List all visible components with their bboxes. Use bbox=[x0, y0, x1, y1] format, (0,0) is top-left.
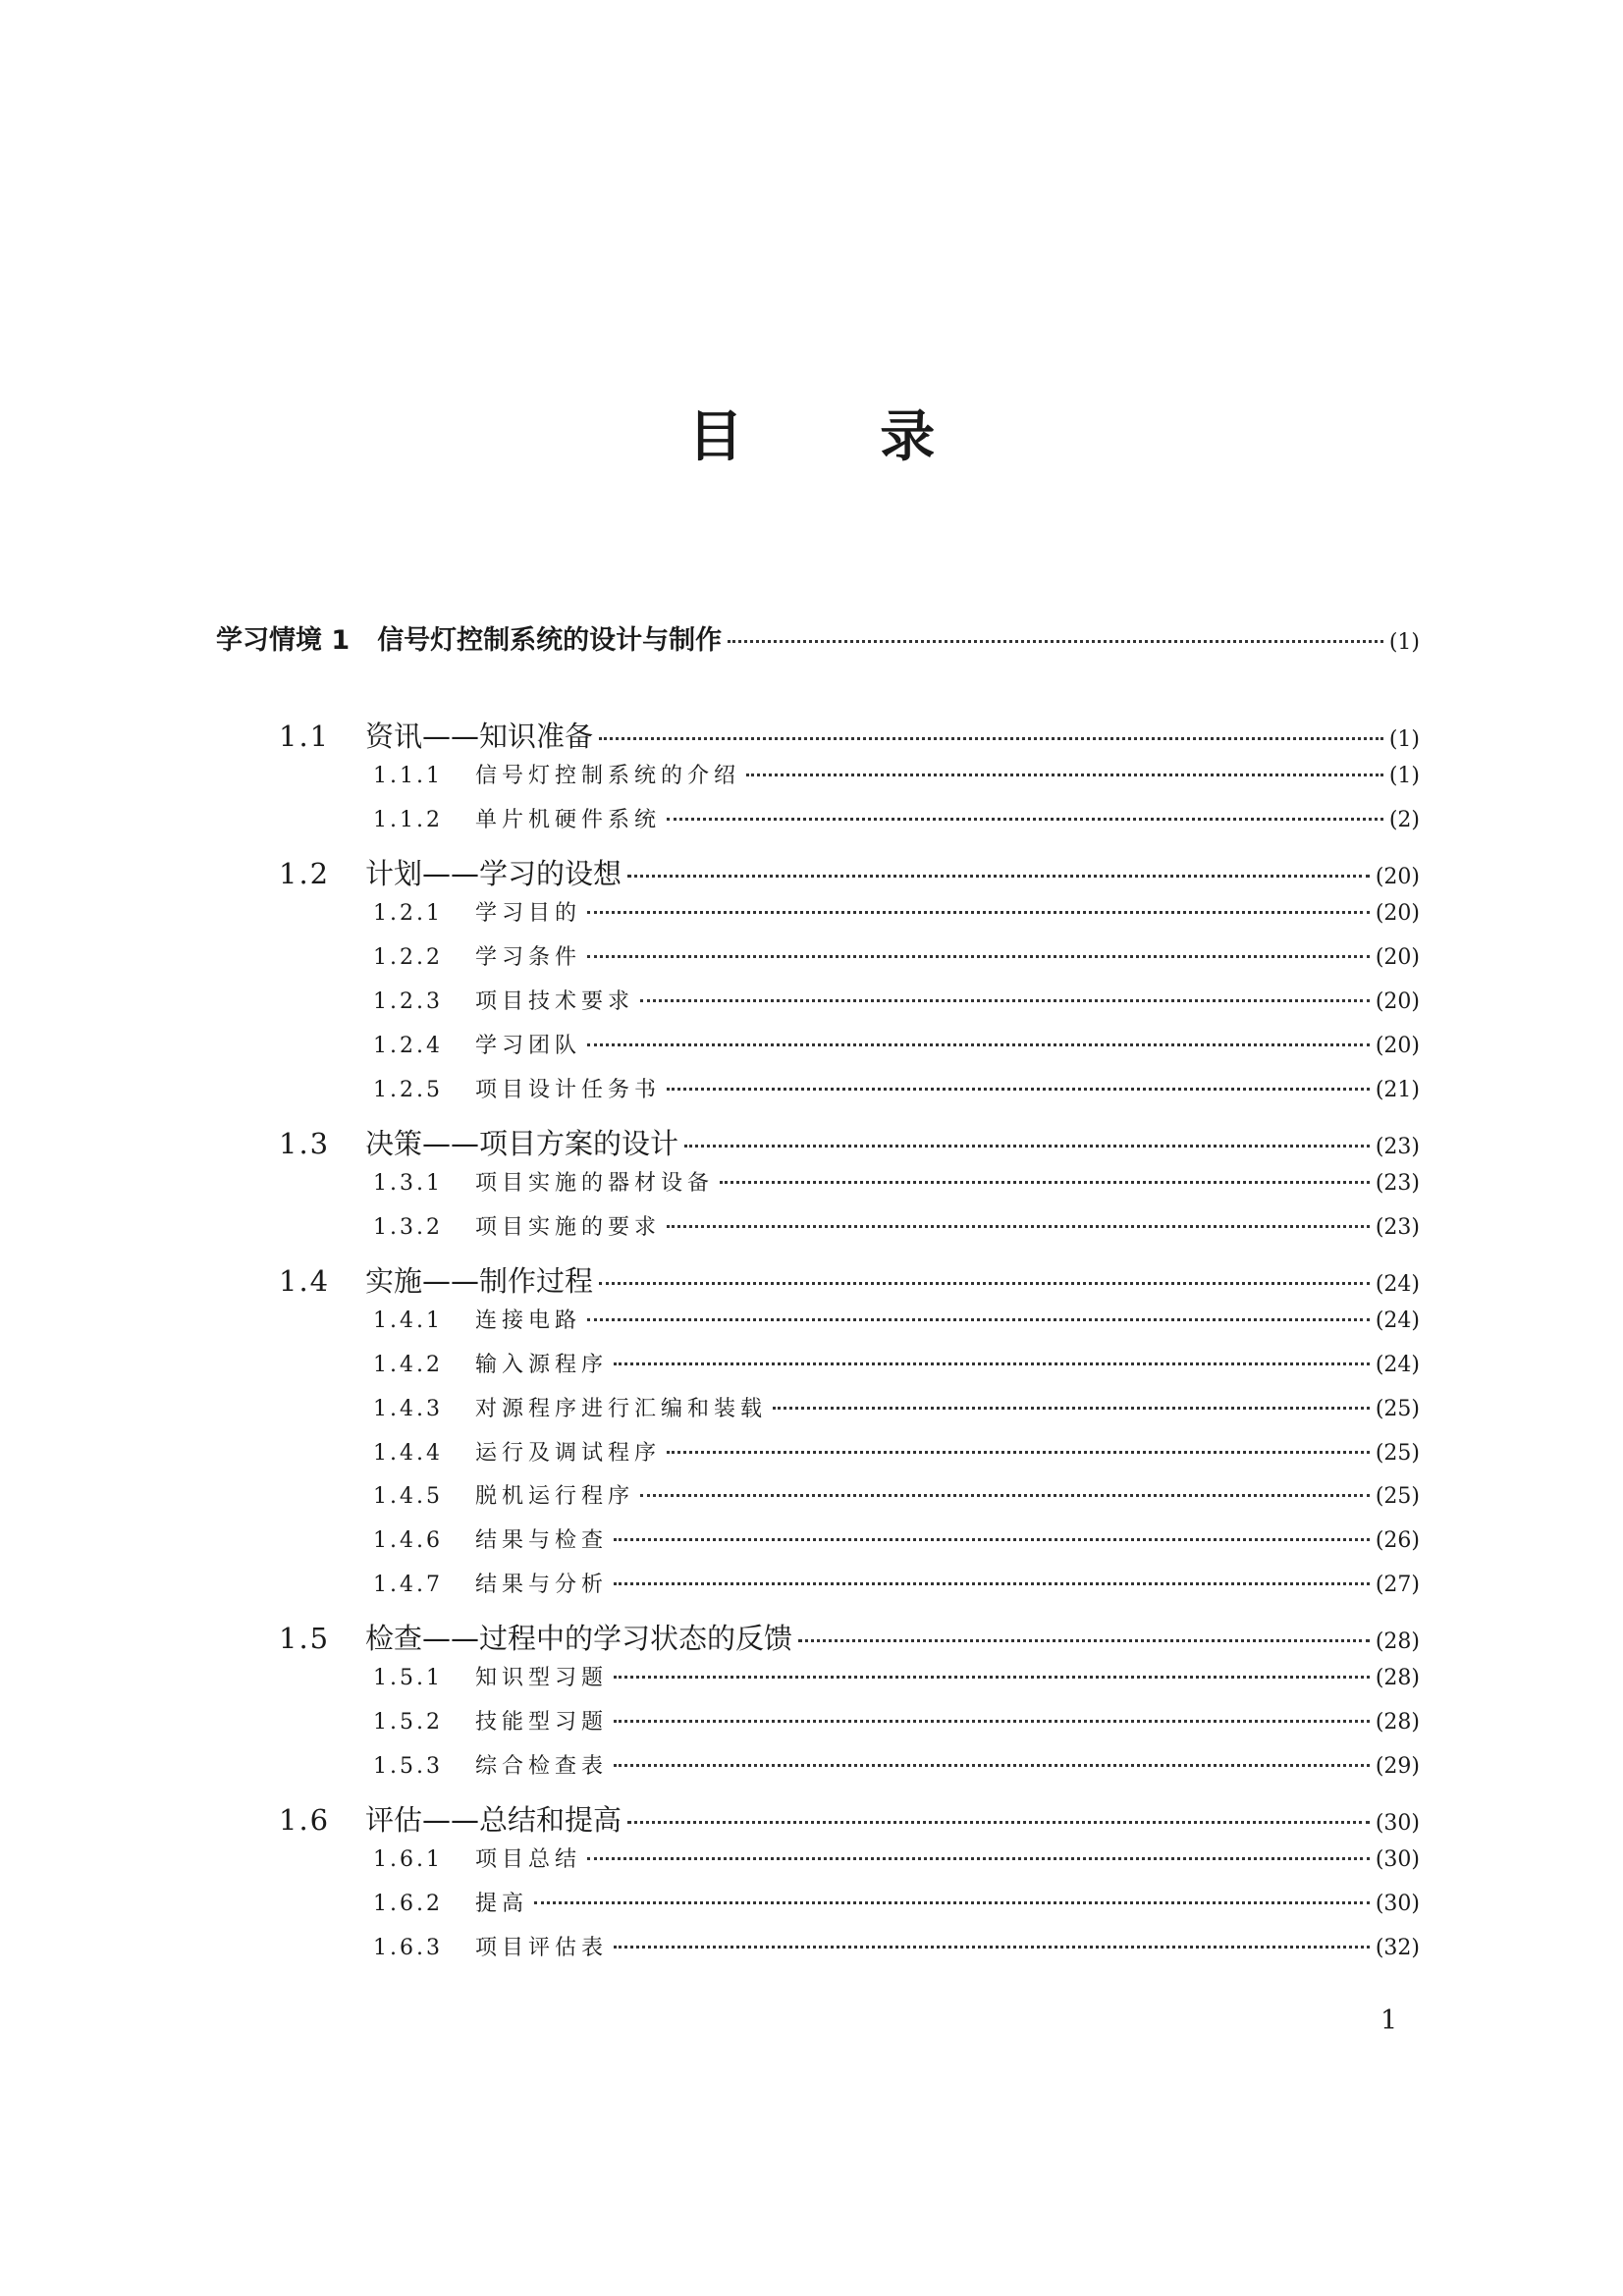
toc-entry-title: 对源程序进行汇编和装载 bbox=[475, 1397, 768, 1421]
dot-leader bbox=[614, 1362, 1370, 1365]
toc-entry-title: 结果与检查 bbox=[475, 1528, 609, 1553]
toc-page-ref: (1) bbox=[1388, 630, 1420, 655]
toc-section-entry[interactable] bbox=[279, 852, 1420, 892]
toc-page-ref: (24) bbox=[1375, 1272, 1420, 1297]
toc-page-ref: (20) bbox=[1375, 865, 1420, 889]
dot-leader bbox=[746, 774, 1383, 776]
dot-leader bbox=[667, 1225, 1370, 1228]
toc-page-ref: (23) bbox=[1375, 1171, 1420, 1196]
toc-page-ref: (29) bbox=[1375, 1754, 1420, 1779]
toc-entry-title: 技能型习题 bbox=[475, 1710, 609, 1735]
toc-page-ref: (30) bbox=[1375, 1892, 1420, 1916]
toc-subsection-entry[interactable] bbox=[373, 1661, 1420, 1691]
toc-entry-number: 1.3.2 bbox=[373, 1215, 443, 1240]
toc-entry-title: 评估——总结和提高 bbox=[365, 1803, 622, 1837]
dot-leader bbox=[614, 1538, 1370, 1541]
dot-leader bbox=[667, 818, 1383, 821]
toc-entry-title: 决策——项目方案的设计 bbox=[365, 1127, 679, 1160]
toc-page-ref: (21) bbox=[1375, 1078, 1420, 1102]
toc-entry-title: 结果与分析 bbox=[475, 1573, 609, 1597]
toc-entry-number: 1.6 bbox=[279, 1803, 331, 1837]
toc-page-ref: (20) bbox=[1375, 901, 1420, 926]
toc-entry-title: 项目实施的器材设备 bbox=[475, 1171, 715, 1196]
toc-entry-title: 知识型习题 bbox=[475, 1666, 609, 1690]
toc-entry-title: 单片机硬件系统 bbox=[475, 808, 662, 832]
toc-entry-title: 项目设计任务书 bbox=[475, 1078, 662, 1102]
toc-entry-number: 1.4.3 bbox=[373, 1397, 443, 1421]
dot-leader bbox=[667, 1088, 1370, 1091]
toc-entry-title: 项目技术要求 bbox=[475, 989, 635, 1014]
toc-subsection-entry[interactable] bbox=[373, 1348, 1420, 1378]
toc-entry-number: 1.5.2 bbox=[373, 1710, 443, 1735]
dot-leader bbox=[773, 1407, 1370, 1410]
toc-situation-entry[interactable] bbox=[216, 618, 1420, 657]
toc-entry-number: 1.4.1 bbox=[373, 1308, 443, 1333]
toc-entry-number: 1.1 bbox=[279, 720, 331, 753]
toc-entry-number: 1.4.2 bbox=[373, 1353, 443, 1377]
dot-leader bbox=[798, 1639, 1370, 1642]
toc-page-ref: (20) bbox=[1375, 989, 1420, 1014]
toc-entry-number: 1.1.1 bbox=[373, 764, 443, 788]
toc-entry-title: 脱机运行程序 bbox=[475, 1484, 635, 1509]
toc-subsection-entry[interactable] bbox=[373, 985, 1420, 1015]
dot-leader bbox=[627, 875, 1370, 878]
toc-entry-number: 1.2.5 bbox=[373, 1078, 443, 1102]
toc-subsection-entry[interactable] bbox=[373, 1073, 1420, 1103]
toc-entry-title: 学习条件 bbox=[475, 945, 582, 970]
toc-page-ref: (26) bbox=[1375, 1528, 1420, 1553]
dot-leader bbox=[587, 1318, 1370, 1321]
toc-entry-title: 运行及调试程序 bbox=[475, 1441, 662, 1466]
toc-section-entry[interactable] bbox=[279, 1798, 1420, 1839]
toc-entry-number: 1.5 bbox=[279, 1622, 331, 1655]
dot-leader bbox=[640, 1494, 1370, 1497]
toc-entry-title: 计划——学习的设想 bbox=[365, 857, 622, 890]
toc-page-ref: (28) bbox=[1375, 1629, 1420, 1654]
dot-leader bbox=[627, 1821, 1370, 1824]
toc-entry-title: 连接电路 bbox=[475, 1308, 582, 1333]
dot-leader bbox=[614, 1582, 1370, 1585]
toc-entry-number: 1.3 bbox=[279, 1127, 331, 1160]
toc-subsection-entry[interactable] bbox=[373, 803, 1420, 833]
toc-entry-number: 1.5.3 bbox=[373, 1754, 443, 1779]
toc-entry-title: 项目实施的要求 bbox=[475, 1215, 662, 1240]
toc-entry-number: 1.2 bbox=[279, 857, 331, 890]
dot-leader bbox=[587, 1857, 1370, 1860]
toc-situation-number: 学习情境 1 bbox=[216, 625, 351, 656]
dot-leader bbox=[640, 999, 1370, 1002]
dot-leader bbox=[614, 1764, 1370, 1767]
dot-leader bbox=[587, 1043, 1370, 1046]
toc-subsection-entry[interactable] bbox=[373, 1749, 1420, 1780]
toc-entry-title: 提高 bbox=[475, 1892, 529, 1916]
toc-entry-title: 学习团队 bbox=[475, 1034, 582, 1058]
toc-subsection-entry[interactable] bbox=[373, 940, 1420, 971]
toc-page-ref: (20) bbox=[1375, 945, 1420, 970]
dot-leader bbox=[720, 1181, 1370, 1184]
dot-leader bbox=[534, 1901, 1370, 1904]
toc-subsection-entry[interactable] bbox=[373, 759, 1420, 789]
toc-entry-title: 检查——过程中的学习状态的反馈 bbox=[365, 1622, 793, 1655]
toc-entry-number: 1.4.4 bbox=[373, 1441, 443, 1466]
toc-subsection-entry[interactable] bbox=[373, 1931, 1420, 1961]
dot-leader bbox=[587, 955, 1370, 958]
toc-entry-number: 1.4 bbox=[279, 1264, 331, 1298]
dot-leader bbox=[614, 1676, 1370, 1679]
toc-entry-title: 项目总结 bbox=[475, 1847, 582, 1872]
toc-entry-title: 输入源程序 bbox=[475, 1353, 609, 1377]
dot-leader bbox=[614, 1946, 1370, 1949]
dot-leader bbox=[599, 737, 1383, 740]
toc-entry-number: 1.4.5 bbox=[373, 1484, 443, 1509]
toc-page-ref: (32) bbox=[1375, 1936, 1420, 1960]
toc-entry-number: 1.6.3 bbox=[373, 1936, 443, 1960]
toc-subsection-entry[interactable] bbox=[373, 1029, 1420, 1059]
toc-page-ref: (20) bbox=[1375, 1034, 1420, 1058]
toc-page-ref: (1) bbox=[1388, 764, 1420, 788]
toc-subsection-entry[interactable] bbox=[373, 1210, 1420, 1241]
toc-section-entry[interactable] bbox=[279, 715, 1420, 755]
dot-leader bbox=[614, 1720, 1370, 1723]
toc-entry-number: 1.2.4 bbox=[373, 1034, 443, 1058]
toc-entry-number: 1.6.1 bbox=[373, 1847, 443, 1872]
toc-entry-title: 实施——制作过程 bbox=[365, 1264, 594, 1298]
toc-subsection-entry[interactable] bbox=[373, 1705, 1420, 1735]
toc-subsection-entry[interactable] bbox=[373, 896, 1420, 927]
toc-entry-number: 1.2.3 bbox=[373, 989, 443, 1014]
toc-page-ref: (25) bbox=[1375, 1484, 1420, 1509]
toc-subsection-entry[interactable] bbox=[373, 1523, 1420, 1554]
page-title: 目 录 bbox=[687, 405, 995, 469]
toc-page-ref: (28) bbox=[1375, 1710, 1420, 1735]
toc-entry-number: 1.3.1 bbox=[373, 1171, 443, 1196]
toc-subsection-entry[interactable] bbox=[373, 1304, 1420, 1334]
dot-leader bbox=[667, 1451, 1370, 1454]
toc-section-entry[interactable] bbox=[279, 1259, 1420, 1300]
toc-page-ref: (23) bbox=[1375, 1215, 1420, 1240]
page-number: 1 bbox=[1380, 2005, 1398, 2036]
toc-entry-number: 1.2.1 bbox=[373, 901, 443, 926]
dot-leader bbox=[684, 1145, 1370, 1148]
toc-entry-number: 1.1.2 bbox=[373, 808, 443, 832]
toc-section-entry[interactable] bbox=[279, 1617, 1420, 1657]
toc-entry-number: 1.5.1 bbox=[373, 1666, 443, 1690]
toc-subsection-entry[interactable] bbox=[373, 1392, 1420, 1422]
dot-leader bbox=[599, 1282, 1370, 1285]
toc-section-entry[interactable] bbox=[279, 1122, 1420, 1162]
toc-subsection-entry[interactable] bbox=[373, 1436, 1420, 1467]
dot-leader bbox=[587, 911, 1370, 914]
toc-entry-title: 学习目的 bbox=[475, 901, 582, 926]
toc-entry-title: 项目评估表 bbox=[475, 1936, 609, 1960]
toc-subsection-entry[interactable] bbox=[373, 1568, 1420, 1598]
toc-subsection-entry[interactable] bbox=[373, 1479, 1420, 1510]
toc-entry-title: 资讯——知识准备 bbox=[365, 720, 594, 753]
toc-entry-number: 1.4.7 bbox=[373, 1573, 443, 1597]
toc-page-ref: (24) bbox=[1375, 1308, 1420, 1333]
toc-page-ref: (30) bbox=[1375, 1811, 1420, 1836]
toc-page-ref: (30) bbox=[1375, 1847, 1420, 1872]
toc-page-ref: (28) bbox=[1375, 1666, 1420, 1690]
toc-page-ref: (23) bbox=[1375, 1135, 1420, 1159]
toc-page-ref: (24) bbox=[1375, 1353, 1420, 1377]
toc-page-ref: (25) bbox=[1375, 1397, 1420, 1421]
toc-entry-title: 综合检查表 bbox=[475, 1754, 609, 1779]
toc-page-ref: (25) bbox=[1375, 1441, 1420, 1466]
toc-entry-number: 1.6.2 bbox=[373, 1892, 443, 1916]
toc-subsection-entry[interactable] bbox=[373, 1887, 1420, 1917]
toc-situation-title: 信号灯控制系统的设计与制作 bbox=[377, 625, 723, 656]
toc-page-ref: (2) bbox=[1388, 808, 1420, 832]
toc-entry-title: 信号灯控制系统的介绍 bbox=[475, 764, 741, 788]
toc-subsection-entry[interactable] bbox=[373, 1842, 1420, 1873]
dot-leader bbox=[728, 640, 1383, 643]
toc-entry-number: 1.4.6 bbox=[373, 1528, 443, 1553]
toc-page-ref: (1) bbox=[1388, 727, 1420, 752]
toc-page-ref: (27) bbox=[1375, 1573, 1420, 1597]
toc-subsection-entry[interactable] bbox=[373, 1166, 1420, 1197]
toc-entry-number: 1.2.2 bbox=[373, 945, 443, 970]
